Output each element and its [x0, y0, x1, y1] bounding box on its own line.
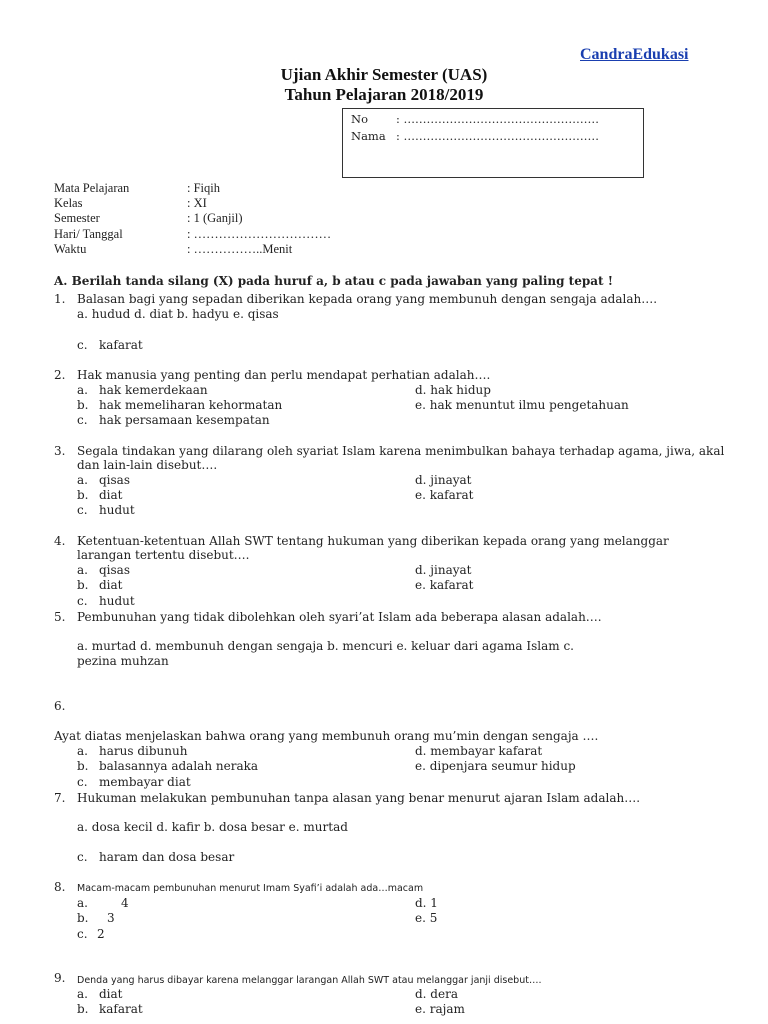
option-letter: c.: [77, 927, 88, 941]
option-letter: c.: [77, 850, 88, 864]
q1-options-line[interactable]: a. hudud d. diat b. hadyu e. qisas: [77, 307, 279, 321]
q6-option-b[interactable]: [77, 759, 258, 774]
meta-value-class: : XI: [187, 196, 207, 210]
exam-title: Ujian Akhir Semester (UAS): [280, 65, 488, 84]
q4-text-line1: Ketentuan-ketentuan Allah SWT tentang hukuman yang diberikan kepada orang yang melanggar: [77, 534, 669, 548]
q2-number: 2.: [54, 368, 66, 382]
q2-option-e[interactable]: e. hak menuntut ilmu pengetahuan: [415, 398, 629, 412]
option-text: balasannya adalah neraka: [99, 759, 259, 773]
q9-number: 9.: [54, 971, 66, 985]
option-letter: a.: [77, 987, 88, 1001]
option-letter: c.: [77, 503, 88, 517]
option-text: hak kemerdekaan: [99, 383, 208, 397]
q2-option-c[interactable]: [77, 413, 270, 428]
brand-link[interactable]: CandraEdukasi: [580, 46, 689, 63]
q3-option-c[interactable]: [77, 503, 135, 518]
q8-option-e[interactable]: e. 5: [415, 911, 438, 925]
q6-text: Ayat diatas menjelaskan bahwa orang yang membunuh orang mu’min dengan sengaja ….: [54, 729, 599, 743]
student-id-box: [342, 108, 644, 178]
q9-option-a[interactable]: [77, 987, 123, 1002]
option-letter: a.: [77, 473, 88, 487]
option-letter: b.: [77, 488, 89, 502]
option-letter: c.: [77, 594, 88, 608]
q5-options-line2[interactable]: pezina muhzan: [77, 654, 169, 668]
option-text: membayar diat: [99, 775, 191, 789]
q6-option-e[interactable]: e. dipenjara seumur hidup: [415, 759, 576, 773]
q9-text: Denda yang harus dibayar karena melanggar larangan Allah SWT atau melanggar janji disebut….: [77, 975, 542, 986]
option-text: diat: [99, 987, 123, 1001]
q5-text: Pembunuhan yang tidak dibolehkan oleh syari’at Islam ada beberapa alasan adalah….: [77, 610, 602, 624]
q6-option-c[interactable]: [77, 775, 191, 790]
q8-option-b[interactable]: [77, 911, 115, 926]
option-text: 2: [97, 927, 105, 941]
meta-value-time[interactable]: : ……………..Menit: [187, 242, 293, 256]
no-field[interactable]: : ……………………………………………: [396, 112, 600, 126]
option-text: kafarat: [99, 1002, 143, 1016]
option-text: qisas: [99, 563, 130, 577]
q1-text: Balasan bagi yang sepadan diberikan kepada orang yang membunuh dengan sengaja adalah….: [77, 292, 658, 306]
option-letter: c.: [77, 338, 88, 352]
q2-option-b[interactable]: [77, 398, 282, 413]
q5-number: 5.: [54, 610, 66, 624]
q4-option-e[interactable]: e. kafarat: [415, 578, 474, 592]
q3-option-d[interactable]: d. jinayat: [415, 473, 472, 487]
q8-option-d[interactable]: d. 1: [415, 896, 438, 910]
option-letter: c.: [77, 413, 88, 427]
option-letter: c.: [77, 775, 88, 789]
q9-option-e[interactable]: e. rajam: [415, 1002, 465, 1016]
option-letter: a.: [77, 896, 88, 910]
q8-text: Macam-macam pembunuhan menurut Imam Syafi’i adalah ada…macam: [77, 883, 424, 894]
option-letter: b.: [77, 911, 89, 925]
option-text: hak persamaan kesempatan: [99, 413, 270, 427]
meta-label-subject: Mata Pelajaran: [54, 181, 130, 195]
meta-value-subject: : Fiqih: [187, 181, 220, 195]
nama-row: [351, 129, 599, 144]
q3-option-a[interactable]: [77, 473, 130, 488]
q4-option-c[interactable]: [77, 594, 135, 609]
q2-option-d[interactable]: d. hak hidup: [415, 383, 491, 397]
option-letter: b.: [77, 578, 89, 592]
q2-text: Hak manusia yang penting dan perlu mendapat perhatian adalah….: [77, 368, 491, 382]
q4-option-b[interactable]: [77, 578, 123, 593]
q1-option-c[interactable]: [77, 338, 143, 353]
meta-value-semester: : 1 (Ganjil): [187, 211, 243, 225]
q6-option-a[interactable]: [77, 744, 187, 759]
option-text: harus dibunuh: [99, 744, 188, 758]
q6-number: 6.: [54, 699, 66, 713]
q4-number: 4.: [54, 534, 66, 548]
option-text: hak memeliharan kehormatan: [99, 398, 283, 412]
no-label: No: [351, 112, 368, 126]
meta-label-time: Waktu: [54, 242, 87, 256]
meta-value-date[interactable]: : ……………………………: [187, 227, 332, 241]
option-text: hudut: [99, 594, 135, 608]
exam-year: Tahun Pelajaran 2018/2019: [284, 85, 484, 104]
meta-label-semester: Semester: [54, 211, 100, 225]
option-letter: a.: [77, 383, 88, 397]
option-letter: b.: [77, 398, 89, 412]
q7-text: Hukuman melakukan pembunuhan tanpa alasan yang benar menurut ajaran Islam adalah….: [77, 791, 641, 805]
q9-option-d[interactable]: d. dera: [415, 987, 458, 1001]
option-text: diat: [99, 578, 123, 592]
q7-options-line[interactable]: a. dosa kecil d. kafir b. dosa besar e. murtad: [77, 820, 348, 834]
q9-option-b[interactable]: [77, 1002, 143, 1017]
q1-number: 1.: [54, 292, 66, 306]
q2-option-a[interactable]: [77, 383, 208, 398]
q7-number: 7.: [54, 791, 66, 805]
option-letter: a.: [77, 563, 88, 577]
q5-options-line1[interactable]: a. murtad d. membunuh dengan sengaja b. mencuri e. keluar dari agama Islam c.: [77, 639, 574, 653]
q7-option-c[interactable]: [77, 850, 234, 865]
meta-label-class: Kelas: [54, 196, 83, 210]
q3-option-e[interactable]: e. kafarat: [415, 488, 474, 502]
q4-option-a[interactable]: [77, 563, 130, 578]
nama-field[interactable]: : ……………………………………………: [396, 129, 600, 143]
q8-option-a[interactable]: [77, 896, 129, 911]
q3-option-b[interactable]: [77, 488, 123, 503]
option-letter: b.: [77, 759, 89, 773]
option-text: kafarat: [99, 338, 143, 352]
option-text: 4: [121, 896, 129, 910]
q3-text-line1: Segala tindakan yang dilarang oleh syariat Islam karena menimbulkan bahaya terhadap agama, jiwa, akal: [77, 444, 725, 458]
q3-number: 3.: [54, 444, 66, 458]
no-row: [351, 112, 599, 127]
q6-option-d[interactable]: d. membayar kafarat: [415, 744, 543, 758]
option-text: diat: [99, 488, 123, 502]
option-letter: b.: [77, 1002, 89, 1016]
q4-text-line2: larangan tertentu disebut….: [77, 548, 250, 562]
q3-text-line2: dan lain-lain disebut….: [77, 458, 218, 472]
q8-number: 8.: [54, 880, 66, 894]
section-instruction: A. Berilah tanda silang (X) pada huruf a, b atau c pada jawaban yang paling tepat !: [54, 274, 614, 288]
option-text: 3: [107, 911, 115, 925]
meta-label-date: Hari/ Tanggal: [54, 227, 123, 241]
option-letter: a.: [77, 744, 88, 758]
q4-option-d[interactable]: d. jinayat: [415, 563, 472, 577]
option-text: hudut: [99, 503, 135, 517]
nama-label: Nama: [351, 129, 386, 143]
option-text: haram dan dosa besar: [99, 850, 235, 864]
option-text: qisas: [99, 473, 130, 487]
q8-option-c[interactable]: [77, 927, 105, 942]
